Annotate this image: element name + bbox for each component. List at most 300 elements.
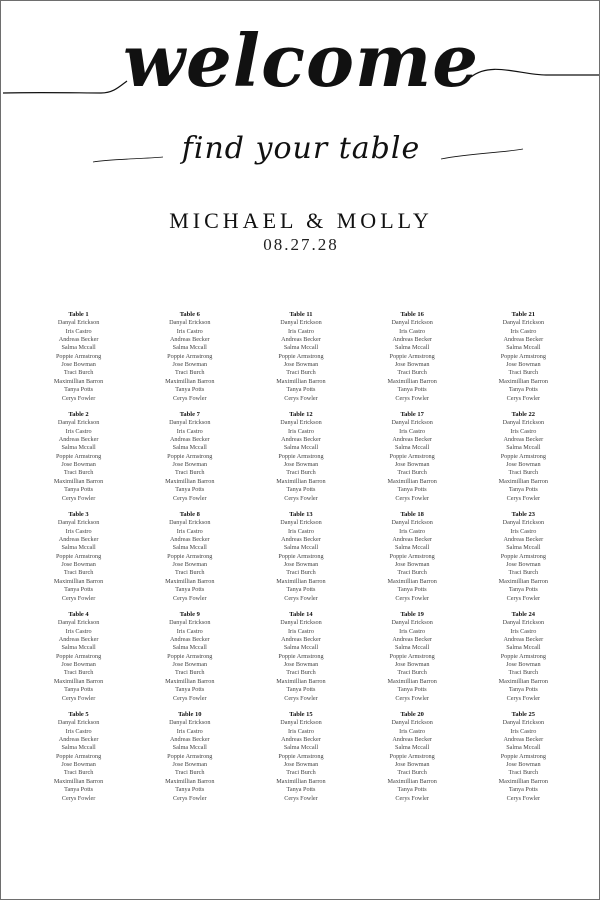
guest-name: Maximillian Barron [53,777,104,785]
table-label: Table 21 [511,311,536,318]
guest-name: Salma Mccall [506,544,541,552]
guest-name: Tanya Potts [508,786,538,794]
guest-name: Tanya Potts [286,786,316,794]
welcome-heading: welcome [123,18,479,103]
guest-name: Jose Bowman [283,661,319,669]
guest-name: Salma Mccall [395,444,430,452]
guest-name: Andreas Becker [281,536,321,544]
guest-name: Salma Mccall [283,444,319,452]
guest-name: Cerys Fowler [284,394,318,402]
guest-name: Cerys Fowler [506,694,541,702]
guest-name: Iris Castro [176,527,203,535]
guest-name: Salma Mccall [395,644,430,652]
table-label: Table 24 [511,611,536,618]
guest-name: Cerys Fowler [173,594,207,602]
guest-name: Traci Burch [63,469,94,477]
table-label: Table 4 [68,611,89,618]
guest-name: Jose Bowman [172,761,208,769]
guest-name: Andreas Becker [58,636,99,644]
guest-name: Salma Mccall [395,744,430,752]
guest-name: Jose Bowman [283,761,319,769]
guest-name: Danyal Erickson [391,319,433,327]
guest-name: Andreas Becker [58,336,99,344]
guest-name: Danyal Erickson [502,719,545,727]
guest-name: Traci Burch [175,569,205,577]
guest-name: Jose Bowman [172,361,208,369]
guest-name: Poppie Armstrong [55,652,102,660]
guest-name: Iris Castro [399,327,426,335]
guest-name: Salma Mccall [61,644,96,652]
guest-name: Jose Bowman [61,561,96,569]
table-block [245,411,356,511]
guest-name: Cerys Fowler [395,394,429,402]
table-block [245,311,356,411]
guest-name: Traci Burch [286,469,316,477]
guest-name: Salma Mccall [61,744,96,752]
guest-name: Poppie Armstrong [389,352,435,360]
guest-name: Poppie Armstrong [500,352,546,360]
guest-name: Danyal Erickson [391,619,433,627]
guest-name: Tanya Potts [286,686,316,694]
table-label: Table 20 [400,711,424,718]
guest-name: Jose Bowman [172,461,208,469]
guest-name: Andreas Becker [503,336,544,344]
guest-name: Cerys Fowler [506,794,541,802]
table-label: Table 5 [68,711,89,718]
guest-name: Cerys Fowler [173,394,207,402]
guest-name: Poppie Armstrong [500,552,546,560]
guest-name: Jose Bowman [394,361,430,369]
table-label: Table 9 [179,611,200,618]
guest-name: Andreas Becker [169,736,210,744]
guest-name: Poppie Armstrong [278,552,324,560]
guest-name: Danyal Erickson [391,719,433,727]
guest-name: Maximillian Barron [165,577,215,585]
guest-name: Salma Mccall [61,344,96,352]
guest-name: Cerys Fowler [173,794,207,802]
guest-name: Traci Burch [286,769,316,777]
guest-name: Maximillian Barron [387,577,437,585]
guest-name: Cerys Fowler [61,594,96,602]
guest-name: Jose Bowman [61,461,96,469]
table-block [357,311,468,411]
event-date: 08.27.28 [263,235,339,254]
guest-name: Danyal Erickson [57,619,100,627]
table-block [357,711,468,811]
guest-name: Iris Castro [65,427,92,435]
table-label: Table 3 [68,511,89,518]
guest-name: Tanya Potts [175,586,205,594]
guest-name: Maximillian Barron [276,577,326,585]
table-block [357,611,468,711]
guest-name: Andreas Becker [392,336,432,344]
guest-name: Tanya Potts [397,786,427,794]
guest-name: Salma Mccall [172,544,207,552]
guest-name: Iris Castro [65,527,92,535]
table-block [468,511,579,611]
guest-name: Jose Bowman [172,561,208,569]
guest-name: Tanya Potts [508,686,538,694]
guest-name: Tanya Potts [397,686,427,694]
guest-name: Iris Castro [287,527,314,535]
guest-name: Danyal Erickson [169,619,211,627]
guest-name: Danyal Erickson [280,419,322,427]
guest-name: Danyal Erickson [391,519,433,527]
guest-name: Traci Burch [508,769,539,777]
guest-name: Cerys Fowler [173,694,207,702]
guest-name: Cerys Fowler [284,494,318,502]
table-label: Table 25 [511,711,536,718]
table-block [357,411,468,511]
guest-name: Maximillian Barron [276,477,326,485]
guest-name: Danyal Erickson [280,319,322,327]
guest-name: Salma Mccall [283,744,319,752]
guest-name: Cerys Fowler [61,394,96,402]
guest-name: Tanya Potts [64,686,94,694]
guest-name: Traci Burch [397,369,427,377]
guest-name: Cerys Fowler [61,694,96,702]
guest-name: Maximillian Barron [53,577,104,585]
guest-name: Cerys Fowler [61,494,96,502]
guest-name: Poppie Armstrong [389,452,435,460]
couple-names: MICHAEL & MOLLY [169,208,433,233]
guest-name: Iris Castro [399,527,426,535]
guest-name: Maximillian Barron [387,477,437,485]
guest-name: Iris Castro [510,427,537,435]
guest-name: Danyal Erickson [57,419,100,427]
guest-name: Danyal Erickson [280,519,322,527]
guest-name: Cerys Fowler [395,694,429,702]
table-label: Table 12 [289,411,313,418]
guest-name: Poppie Armstrong [167,652,213,660]
guest-name: Danyal Erickson [57,719,100,727]
guest-name: Jose Bowman [506,561,541,569]
guest-name: Poppie Armstrong [167,352,213,360]
guest-name: Tanya Potts [508,586,538,594]
guest-name: Maximillian Barron [276,377,326,385]
guest-name: Danyal Erickson [169,419,211,427]
guest-name: Andreas Becker [503,636,544,644]
guest-name: Tanya Potts [64,386,94,394]
table-label: Table 23 [511,511,536,518]
guest-name: Andreas Becker [169,536,210,544]
table-label: Table 7 [179,411,200,418]
guest-name: Tanya Potts [397,486,427,494]
guest-name: Tanya Potts [286,386,316,394]
guest-name: Poppie Armstrong [55,552,102,560]
guest-name: Traci Burch [508,369,539,377]
guest-name: Iris Castro [287,727,314,735]
guest-name: Iris Castro [510,327,537,335]
table-block [134,311,245,411]
guest-name: Poppie Armstrong [389,652,435,660]
guest-name: Traci Burch [508,669,539,677]
table-block [468,411,579,511]
table-label: Table 8 [179,511,200,518]
guest-name: Poppie Armstrong [278,752,324,760]
guest-name: Salma Mccall [283,644,319,652]
guest-name: Tanya Potts [64,586,94,594]
guest-name: Danyal Erickson [391,419,433,427]
guest-name: Jose Bowman [394,561,430,569]
guest-name: Poppie Armstrong [278,452,324,460]
guest-name: Andreas Becker [169,636,210,644]
guest-name: Poppie Armstrong [278,652,324,660]
guest-name: Jose Bowman [172,661,208,669]
guest-name: Iris Castro [399,727,426,735]
table-label: Table 11 [289,311,313,318]
guest-name: Salma Mccall [172,344,207,352]
guest-name: Tanya Potts [175,686,205,694]
guest-name: Andreas Becker [281,636,321,644]
guest-name: Salma Mccall [172,644,207,652]
guest-name: Danyal Erickson [502,319,545,327]
guest-name: Salma Mccall [506,344,541,352]
guest-name: Andreas Becker [392,536,432,544]
guest-name: Jose Bowman [283,461,319,469]
guest-name: Danyal Erickson [502,419,545,427]
guest-name: Cerys Fowler [284,794,318,802]
table-label: Table 1 [68,311,89,318]
guest-name: Poppie Armstrong [389,752,435,760]
guest-name: Maximillian Barron [498,377,548,385]
guest-name: Maximillian Barron [387,677,437,685]
guest-name: Poppie Armstrong [389,552,435,560]
guest-name: Traci Burch [63,569,94,577]
guest-name: Traci Burch [286,569,316,577]
guest-name: Tanya Potts [64,786,94,794]
guest-name: Jose Bowman [283,361,319,369]
guest-name: Cerys Fowler [61,794,96,802]
guest-name: Salma Mccall [395,544,430,552]
guest-name: Iris Castro [287,627,314,635]
guest-name: Poppie Armstrong [500,752,546,760]
guest-name: Andreas Becker [58,536,99,544]
guest-name: Jose Bowman [61,361,96,369]
guest-name: Traci Burch [63,369,94,377]
guest-name: Cerys Fowler [506,494,541,502]
guest-name: Danyal Erickson [169,719,211,727]
guest-name: Andreas Becker [281,336,321,344]
table-block [134,711,245,811]
guest-name: Maximillian Barron [53,677,104,685]
guest-name: Traci Burch [397,769,427,777]
guest-name: Poppie Armstrong [55,752,102,760]
table-block [134,411,245,511]
guest-name: Iris Castro [399,427,426,435]
guest-name: Cerys Fowler [395,594,429,602]
guest-name: Maximillian Barron [53,377,104,385]
guest-name: Cerys Fowler [506,594,541,602]
guest-name: Iris Castro [176,727,203,735]
guest-name: Salma Mccall [283,544,319,552]
table-block [23,611,134,711]
guest-name: Traci Burch [63,769,94,777]
guest-name: Danyal Erickson [502,519,545,527]
guest-name: Traci Burch [175,369,205,377]
guest-name: Traci Burch [508,569,539,577]
guest-name: Poppie Armstrong [167,752,213,760]
guest-name: Maximillian Barron [53,477,104,485]
guest-name: Maximillian Barron [165,677,215,685]
guest-name: Maximillian Barron [276,677,326,685]
guest-name: Maximillian Barron [498,577,548,585]
guest-name: Traci Burch [286,369,316,377]
guest-name: Salma Mccall [61,544,96,552]
guest-name: Andreas Becker [281,436,321,444]
guest-name: Andreas Becker [281,736,321,744]
guest-name: Danyal Erickson [169,319,211,327]
guest-name: Traci Burch [175,669,205,677]
guest-name: Iris Castro [510,527,537,535]
guest-name: Tanya Potts [286,486,316,494]
guest-name: Iris Castro [399,627,426,635]
guest-name: Iris Castro [287,427,314,435]
table-block [468,711,579,811]
guest-name: Poppie Armstrong [55,452,102,460]
guest-name: Tanya Potts [397,586,427,594]
guest-name: Andreas Becker [169,436,210,444]
guest-name: Poppie Armstrong [278,352,324,360]
guest-name: Maximillian Barron [165,377,215,385]
table-label: Table 10 [178,711,202,718]
guest-name: Tanya Potts [397,386,427,394]
table-block [245,511,356,611]
guest-name: Maximillian Barron [387,377,437,385]
guest-name: Cerys Fowler [506,394,541,402]
guest-name: Tanya Potts [64,486,94,494]
guest-name: Maximillian Barron [387,777,437,785]
guest-name: Iris Castro [65,327,92,335]
guest-name: Salma Mccall [172,444,207,452]
guest-name: Cerys Fowler [173,494,207,502]
table-block [357,511,468,611]
guest-name: Iris Castro [65,727,92,735]
guest-name: Jose Bowman [506,661,541,669]
guest-name: Iris Castro [510,627,537,635]
table-label: Table 14 [289,611,313,618]
guest-name: Maximillian Barron [498,677,548,685]
guest-name: Andreas Becker [503,536,544,544]
guest-name: Iris Castro [287,327,314,335]
guest-name: Danyal Erickson [57,519,100,527]
guest-name: Iris Castro [176,327,203,335]
table-label: Table 22 [511,411,536,418]
table-block [23,511,134,611]
guest-name: Salma Mccall [61,444,96,452]
guest-name: Iris Castro [176,427,203,435]
guest-name: Danyal Erickson [169,519,211,527]
table-block [23,711,134,811]
table-block [134,611,245,711]
guest-name: Iris Castro [65,627,92,635]
table-label: Table 13 [289,511,313,518]
guest-name: Andreas Becker [392,636,432,644]
guest-name: Salma Mccall [395,344,430,352]
guest-name: Maximillian Barron [498,777,548,785]
guest-name: Jose Bowman [61,661,96,669]
guest-name: Andreas Becker [58,736,99,744]
guest-name: Salma Mccall [506,444,541,452]
guest-name: Traci Burch [508,469,539,477]
table-label: Table 15 [289,711,313,718]
guest-name: Maximillian Barron [165,777,215,785]
guest-name: Andreas Becker [58,436,99,444]
guest-name: Traci Burch [286,669,316,677]
guest-name: Tanya Potts [175,786,205,794]
table-label: Table 2 [68,411,89,418]
guest-name: Cerys Fowler [395,794,429,802]
guest-name: Traci Burch [397,669,427,677]
table-assignments-grid [23,311,579,811]
guest-name: Jose Bowman [506,761,541,769]
guest-name: Andreas Becker [503,436,544,444]
guest-name: Maximillian Barron [165,477,215,485]
table-block [245,611,356,711]
guest-name: Tanya Potts [175,386,205,394]
table-block [23,411,134,511]
guest-name: Traci Burch [397,469,427,477]
table-label: Table 18 [400,511,424,518]
guest-name: Iris Castro [176,627,203,635]
guest-name: Salma Mccall [506,744,541,752]
guest-name: Salma Mccall [506,644,541,652]
guest-name: Danyal Erickson [57,319,100,327]
guest-name: Poppie Armstrong [167,452,213,460]
find-your-table-subheading: find your table [181,131,421,166]
guest-name: Jose Bowman [394,661,430,669]
guest-name: Tanya Potts [508,386,538,394]
guest-name: Cerys Fowler [284,594,318,602]
guest-name: Jose Bowman [506,361,541,369]
guest-name: Andreas Becker [169,336,210,344]
guest-name: Traci Burch [63,669,94,677]
guest-name: Danyal Erickson [280,619,322,627]
guest-name: Poppie Armstrong [55,352,102,360]
table-block [134,511,245,611]
guest-name: Jose Bowman [394,761,430,769]
guest-name: Maximillian Barron [498,477,548,485]
table-block [245,711,356,811]
guest-name: Iris Castro [510,727,537,735]
guest-name: Andreas Becker [503,736,544,744]
guest-name: Danyal Erickson [502,619,545,627]
guest-name: Traci Burch [175,769,205,777]
guest-name: Salma Mccall [172,744,207,752]
guest-name: Andreas Becker [392,436,432,444]
table-label: Table 19 [400,611,424,618]
guest-name: Andreas Becker [392,736,432,744]
guest-name: Jose Bowman [283,561,319,569]
table-block [23,311,134,411]
table-block [468,611,579,711]
guest-name: Tanya Potts [286,586,316,594]
guest-name: Salma Mccall [283,344,319,352]
guest-name: Jose Bowman [394,461,430,469]
guest-name: Cerys Fowler [284,694,318,702]
guest-name: Poppie Armstrong [167,552,213,560]
guest-name: Tanya Potts [508,486,538,494]
table-label: Table 16 [400,311,424,318]
guest-name: Poppie Armstrong [500,652,546,660]
guest-name: Maximillian Barron [276,777,326,785]
guest-name: Danyal Erickson [280,719,322,727]
guest-name: Poppie Armstrong [500,452,546,460]
guest-name: Tanya Potts [175,486,205,494]
guest-name: Jose Bowman [61,761,96,769]
guest-name: Traci Burch [175,469,205,477]
table-label: Table 6 [179,311,200,318]
